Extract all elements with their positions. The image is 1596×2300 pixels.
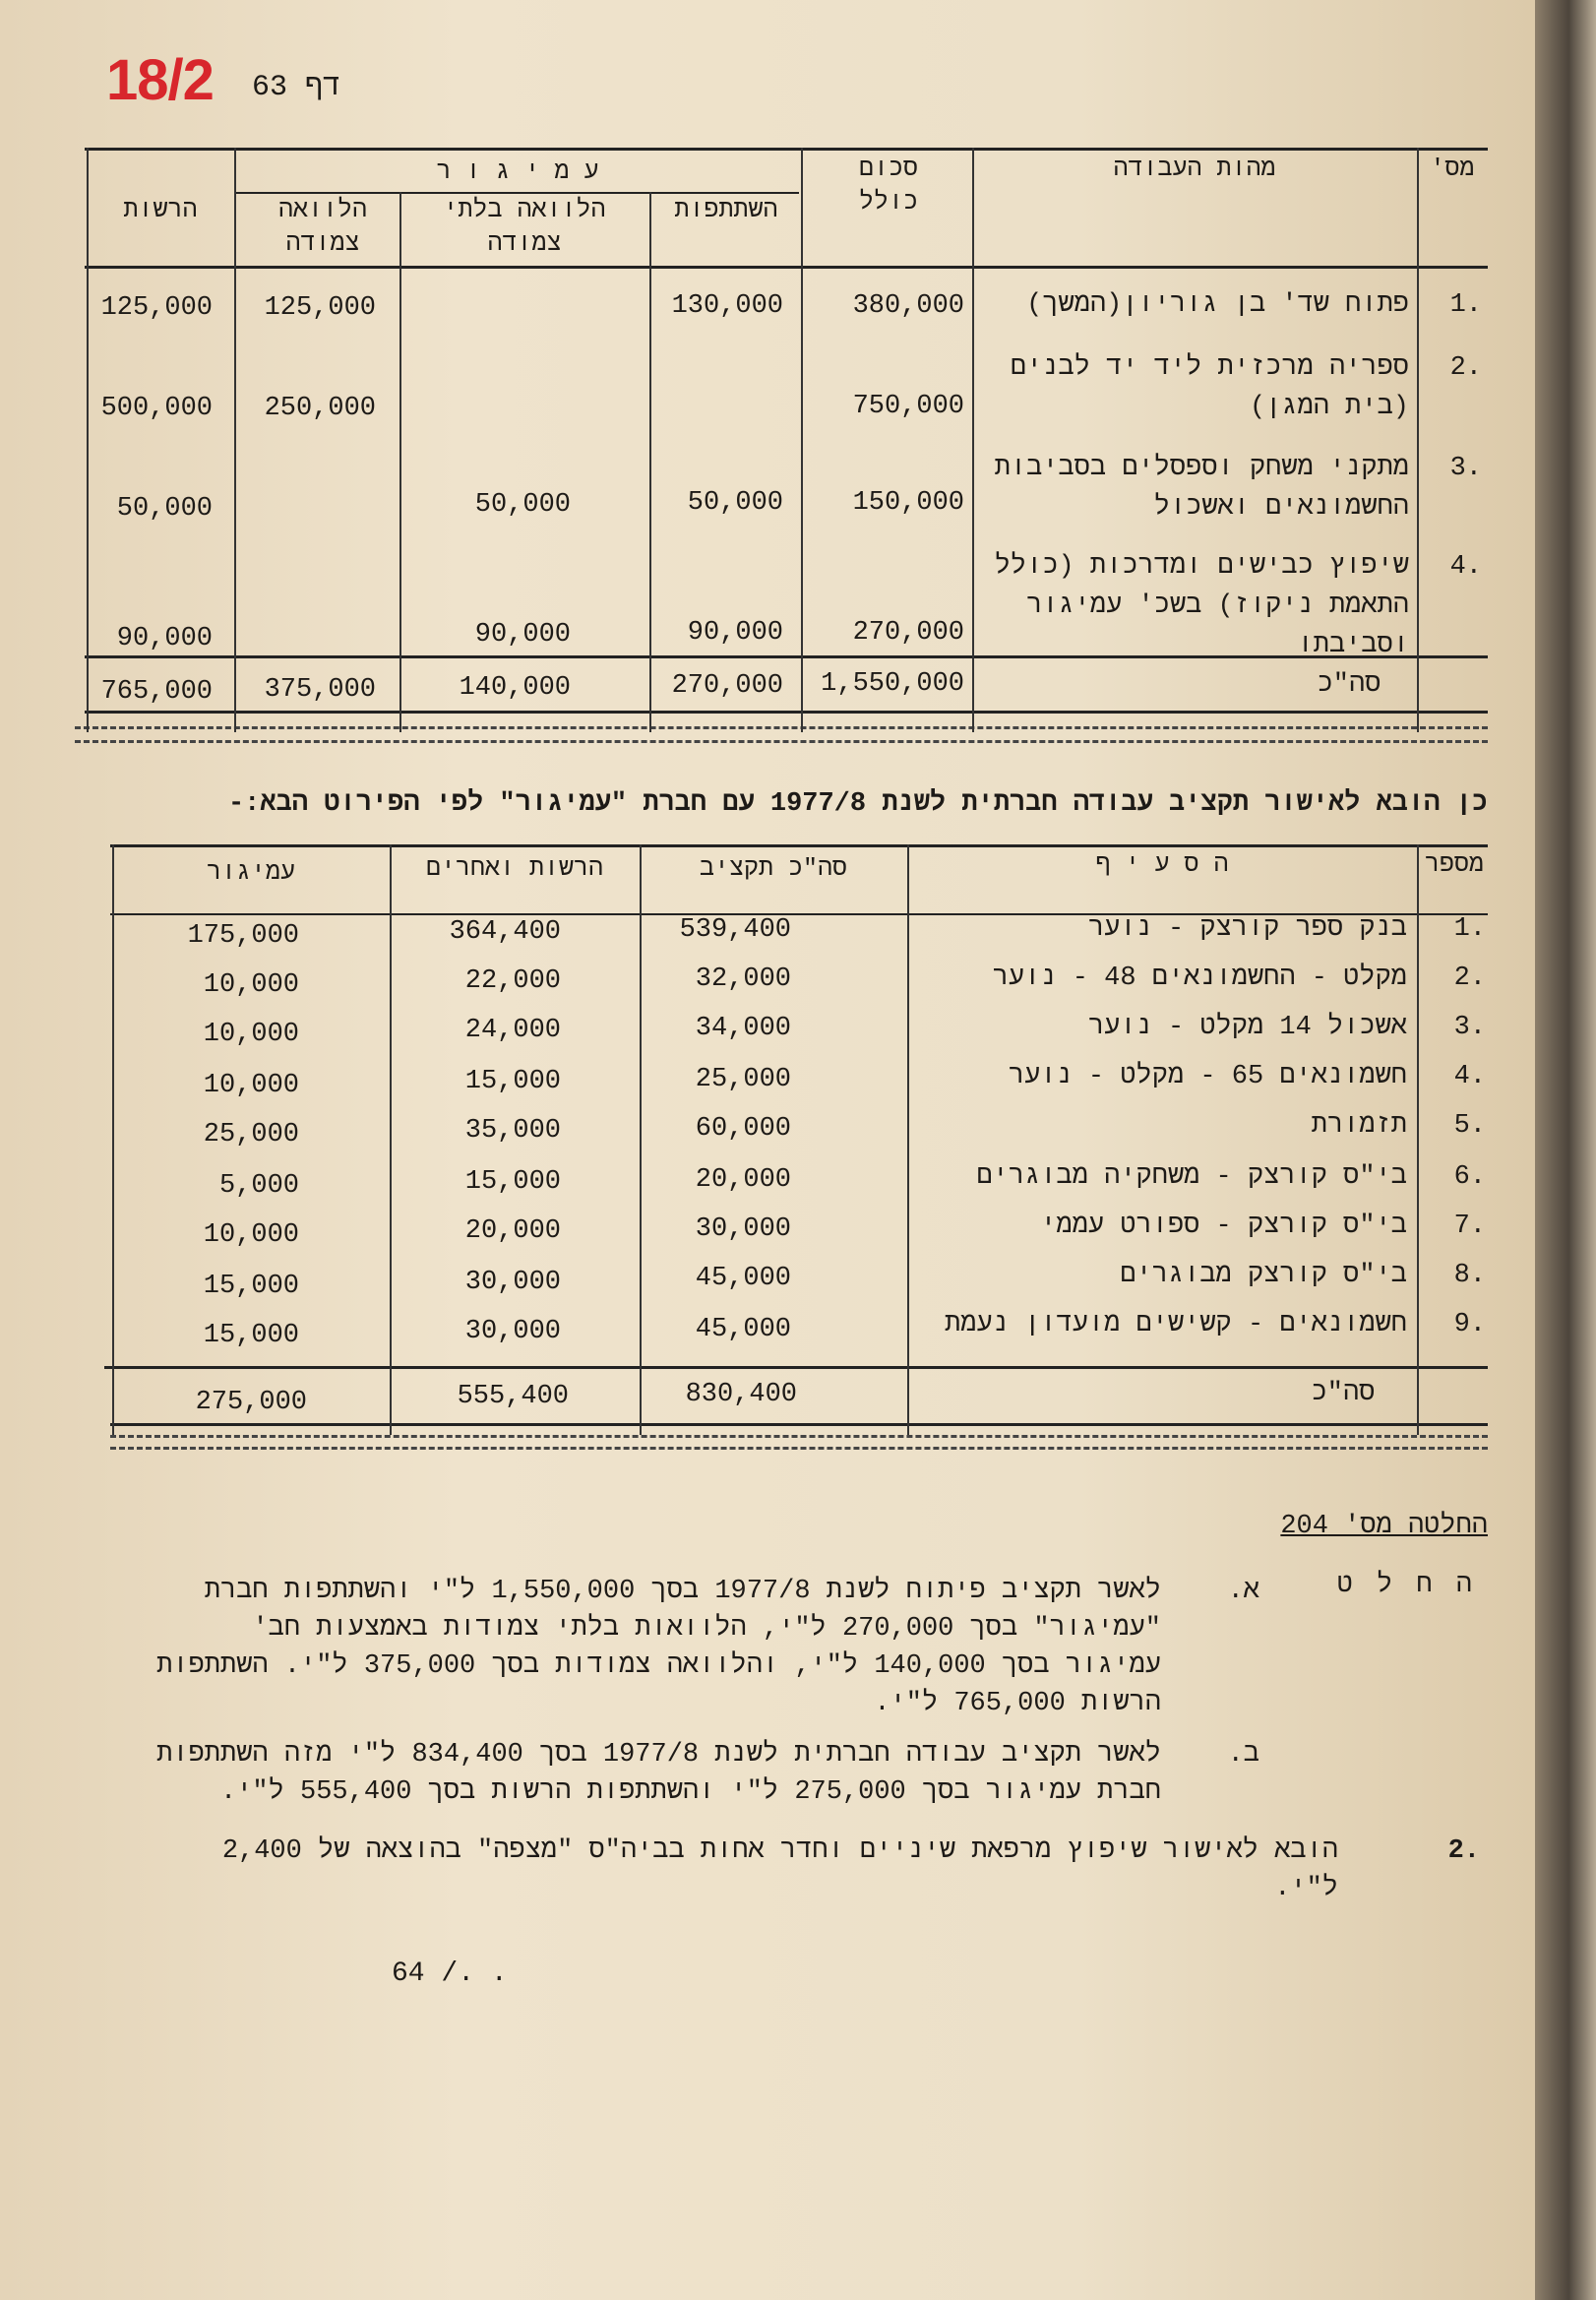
header-amigur: עמיגור: [206, 858, 295, 887]
row-loan-unlinked: 50,000: [474, 490, 571, 520]
row-number: .1: [1449, 290, 1482, 320]
row-amigur: 175,000: [187, 921, 299, 951]
total-amigur: 275,000: [195, 1388, 307, 1417]
row-loan-unlinked: 90,000: [474, 620, 571, 650]
row-budget: 45,000: [695, 1264, 791, 1293]
header-authority: הרשות: [123, 196, 198, 224]
row-item: חשמונאים 65 - מקלט - נוער: [1008, 1062, 1407, 1091]
continuation-mark: 64 /. .: [392, 1958, 508, 1989]
row-nature: ספריה מרכזית ליד יד לבנים (בית המגן): [1010, 353, 1409, 422]
total-authority: 765,000: [100, 677, 213, 707]
decided-label: ה ח ל ט: [1336, 1571, 1476, 1600]
row-loan-linked: 250,000: [264, 394, 376, 423]
book-binding: [1535, 0, 1596, 2300]
agenda-number: .2: [1447, 1836, 1480, 1866]
row-number: .2: [1449, 353, 1482, 383]
row-budget: 25,000: [695, 1065, 791, 1094]
row-authority: 15,000: [464, 1067, 561, 1096]
decision-text: לאשר תקציב עבודה חברתית לשנת 1977/8 בסך 834,400 ל"י מזה השתתפות חברת עמיגור בסך 275,000 ל"י והשתתפות הרשות בסך 555,400 ל"י.: [156, 1740, 1161, 1807]
row-budget: 45,000: [695, 1315, 791, 1344]
decision-letter: ב.: [1227, 1740, 1259, 1770]
row-budget: 20,000: [695, 1165, 791, 1195]
row-loan-linked: 125,000: [264, 293, 376, 323]
row-participation: 130,000: [671, 291, 783, 321]
row-authority: 30,000: [464, 1268, 561, 1297]
row-number: .3: [1449, 454, 1482, 483]
row-number: .7: [1453, 1212, 1486, 1241]
row-nature: פתוח שד' בן גוריון(המשך): [1026, 290, 1409, 320]
row-number: .1: [1453, 914, 1486, 944]
row-number: .4: [1449, 552, 1482, 582]
header-loan-linked: הלוואה צמודה: [277, 196, 367, 258]
row-number: .5: [1453, 1111, 1486, 1141]
row-nature: שיפוץ כבישים ומדרכות (כולל התאמת ניקוז) בשכ' עמיגור וסביבתו: [994, 552, 1409, 660]
row-amigur: 25,000: [203, 1120, 299, 1150]
row-authority: 15,000: [464, 1167, 561, 1197]
row-total: 150,000: [852, 488, 964, 518]
row-budget: 60,000: [695, 1114, 791, 1144]
header-authority: הרשות ואחרים: [425, 854, 604, 883]
row-authority: 20,000: [464, 1216, 561, 1246]
header-no: מס': [1430, 155, 1475, 183]
row-total: 270,000: [852, 618, 964, 648]
total-budget: 830,400: [685, 1380, 797, 1409]
row-authority: 364,400: [449, 917, 561, 947]
row-amigur: 15,000: [203, 1321, 299, 1350]
decision-letter: א.: [1227, 1577, 1259, 1606]
row-number: .3: [1453, 1013, 1486, 1042]
header-loan-unlinked: הלוואה בלתי צמודה: [443, 196, 606, 258]
row-authority: 125,000: [100, 293, 213, 323]
header-budget: סה"כ תקציב: [699, 854, 848, 883]
row-authority: 30,000: [464, 1317, 561, 1346]
row-authority: 500,000: [100, 394, 213, 423]
row-number: .2: [1453, 964, 1486, 993]
row-authority: 22,000: [464, 966, 561, 996]
header-no: מספר: [1424, 850, 1484, 879]
row-item: חשמונאים - קשישים מועדון נעמת: [945, 1310, 1407, 1339]
total-label: סה"כ: [1311, 1379, 1376, 1408]
total-authority: 555,400: [457, 1382, 569, 1411]
row-participation: 90,000: [687, 618, 783, 648]
row-nature: מתקני משחק וספסלים בסביבות החשמונאים ואשכול: [994, 454, 1409, 523]
row-number: .4: [1453, 1062, 1486, 1091]
row-participation: 50,000: [687, 488, 783, 518]
row-budget: 539,400: [679, 915, 791, 945]
row-budget: 34,000: [695, 1014, 791, 1043]
total-loan-unlinked: 140,000: [459, 673, 571, 703]
agenda-text: הובא לאישור שיפוץ מרפאת שיניים וחדר אחות בביה"ס "מצפה" בהוצאה של 2,400 ל"י.: [221, 1836, 1338, 1903]
row-amigur: 5,000: [218, 1171, 299, 1201]
archive-stamp: 18/2: [106, 48, 214, 112]
row-amigur: 10,000: [203, 970, 299, 1000]
row-total: 380,000: [852, 291, 964, 321]
row-item: בנק ספר קורצק - נוער: [1087, 914, 1407, 944]
row-item: בי"ס קורצק - ספורט עממי: [1040, 1212, 1407, 1241]
row-item: בי"ס קורצק - משחקיה מבוגרים: [976, 1162, 1407, 1192]
row-number: .6: [1453, 1162, 1486, 1192]
row-authority: 50,000: [116, 494, 213, 524]
header-nature: מהות העבודה: [1113, 155, 1276, 183]
header-total: סכום כולל: [858, 155, 918, 217]
decision-text: לאשר תקציב פיתוח לשנת 1977/8 בסך 1,550,000 ל"י והשתתפות חברת "עמיגור" בסך 270,000 ל"י, הלוואות בלתי צמודות באמצעות חב' עמיגור בסך 140,000 ל"י, והלוואה צמודות בסך 375,000 ל"י. השתתפות הרשות 765,000 ל"י.: [156, 1577, 1161, 1718]
page-reference: דף 63: [252, 71, 341, 104]
decision-reference: החלטה מס' 204: [1280, 1512, 1488, 1541]
row-item: תזמורת: [1311, 1111, 1407, 1141]
row-amigur: 10,000: [203, 1071, 299, 1100]
total-amount: 1,550,000: [821, 669, 964, 699]
header-item: ה ס ע י ף: [1095, 850, 1229, 879]
row-item: בי"ס קורצק מבוגרים: [1120, 1261, 1407, 1290]
total-label: סה"כ: [1317, 670, 1381, 700]
row-number: .8: [1453, 1261, 1486, 1290]
total-loan-linked: 375,000: [264, 675, 376, 705]
row-authority: 90,000: [116, 624, 213, 653]
row-total: 750,000: [852, 392, 964, 421]
header-amigur: ע מ י ג ו ר: [436, 157, 599, 186]
row-authority: 24,000: [464, 1016, 561, 1045]
social-budget-intro: כן הובא לאישור תקציב עבודה חברתית לשנת 1977/8 עם חברת "עמיגור" לפי הפירוט הבא:-: [227, 789, 1488, 819]
row-budget: 32,000: [695, 964, 791, 994]
row-amigur: 10,000: [203, 1020, 299, 1049]
header-participation: השתתפות: [674, 196, 778, 224]
row-authority: 35,000: [464, 1116, 561, 1146]
row-amigur: 10,000: [203, 1220, 299, 1250]
row-amigur: 15,000: [203, 1272, 299, 1301]
row-number: .9: [1453, 1310, 1486, 1339]
total-participation: 270,000: [671, 671, 783, 701]
row-item: אשכול 14 מקלט - נוער: [1087, 1013, 1407, 1042]
row-budget: 30,000: [695, 1214, 791, 1244]
row-item: מקלט - החשמונאים 48 - נוער: [992, 964, 1407, 993]
